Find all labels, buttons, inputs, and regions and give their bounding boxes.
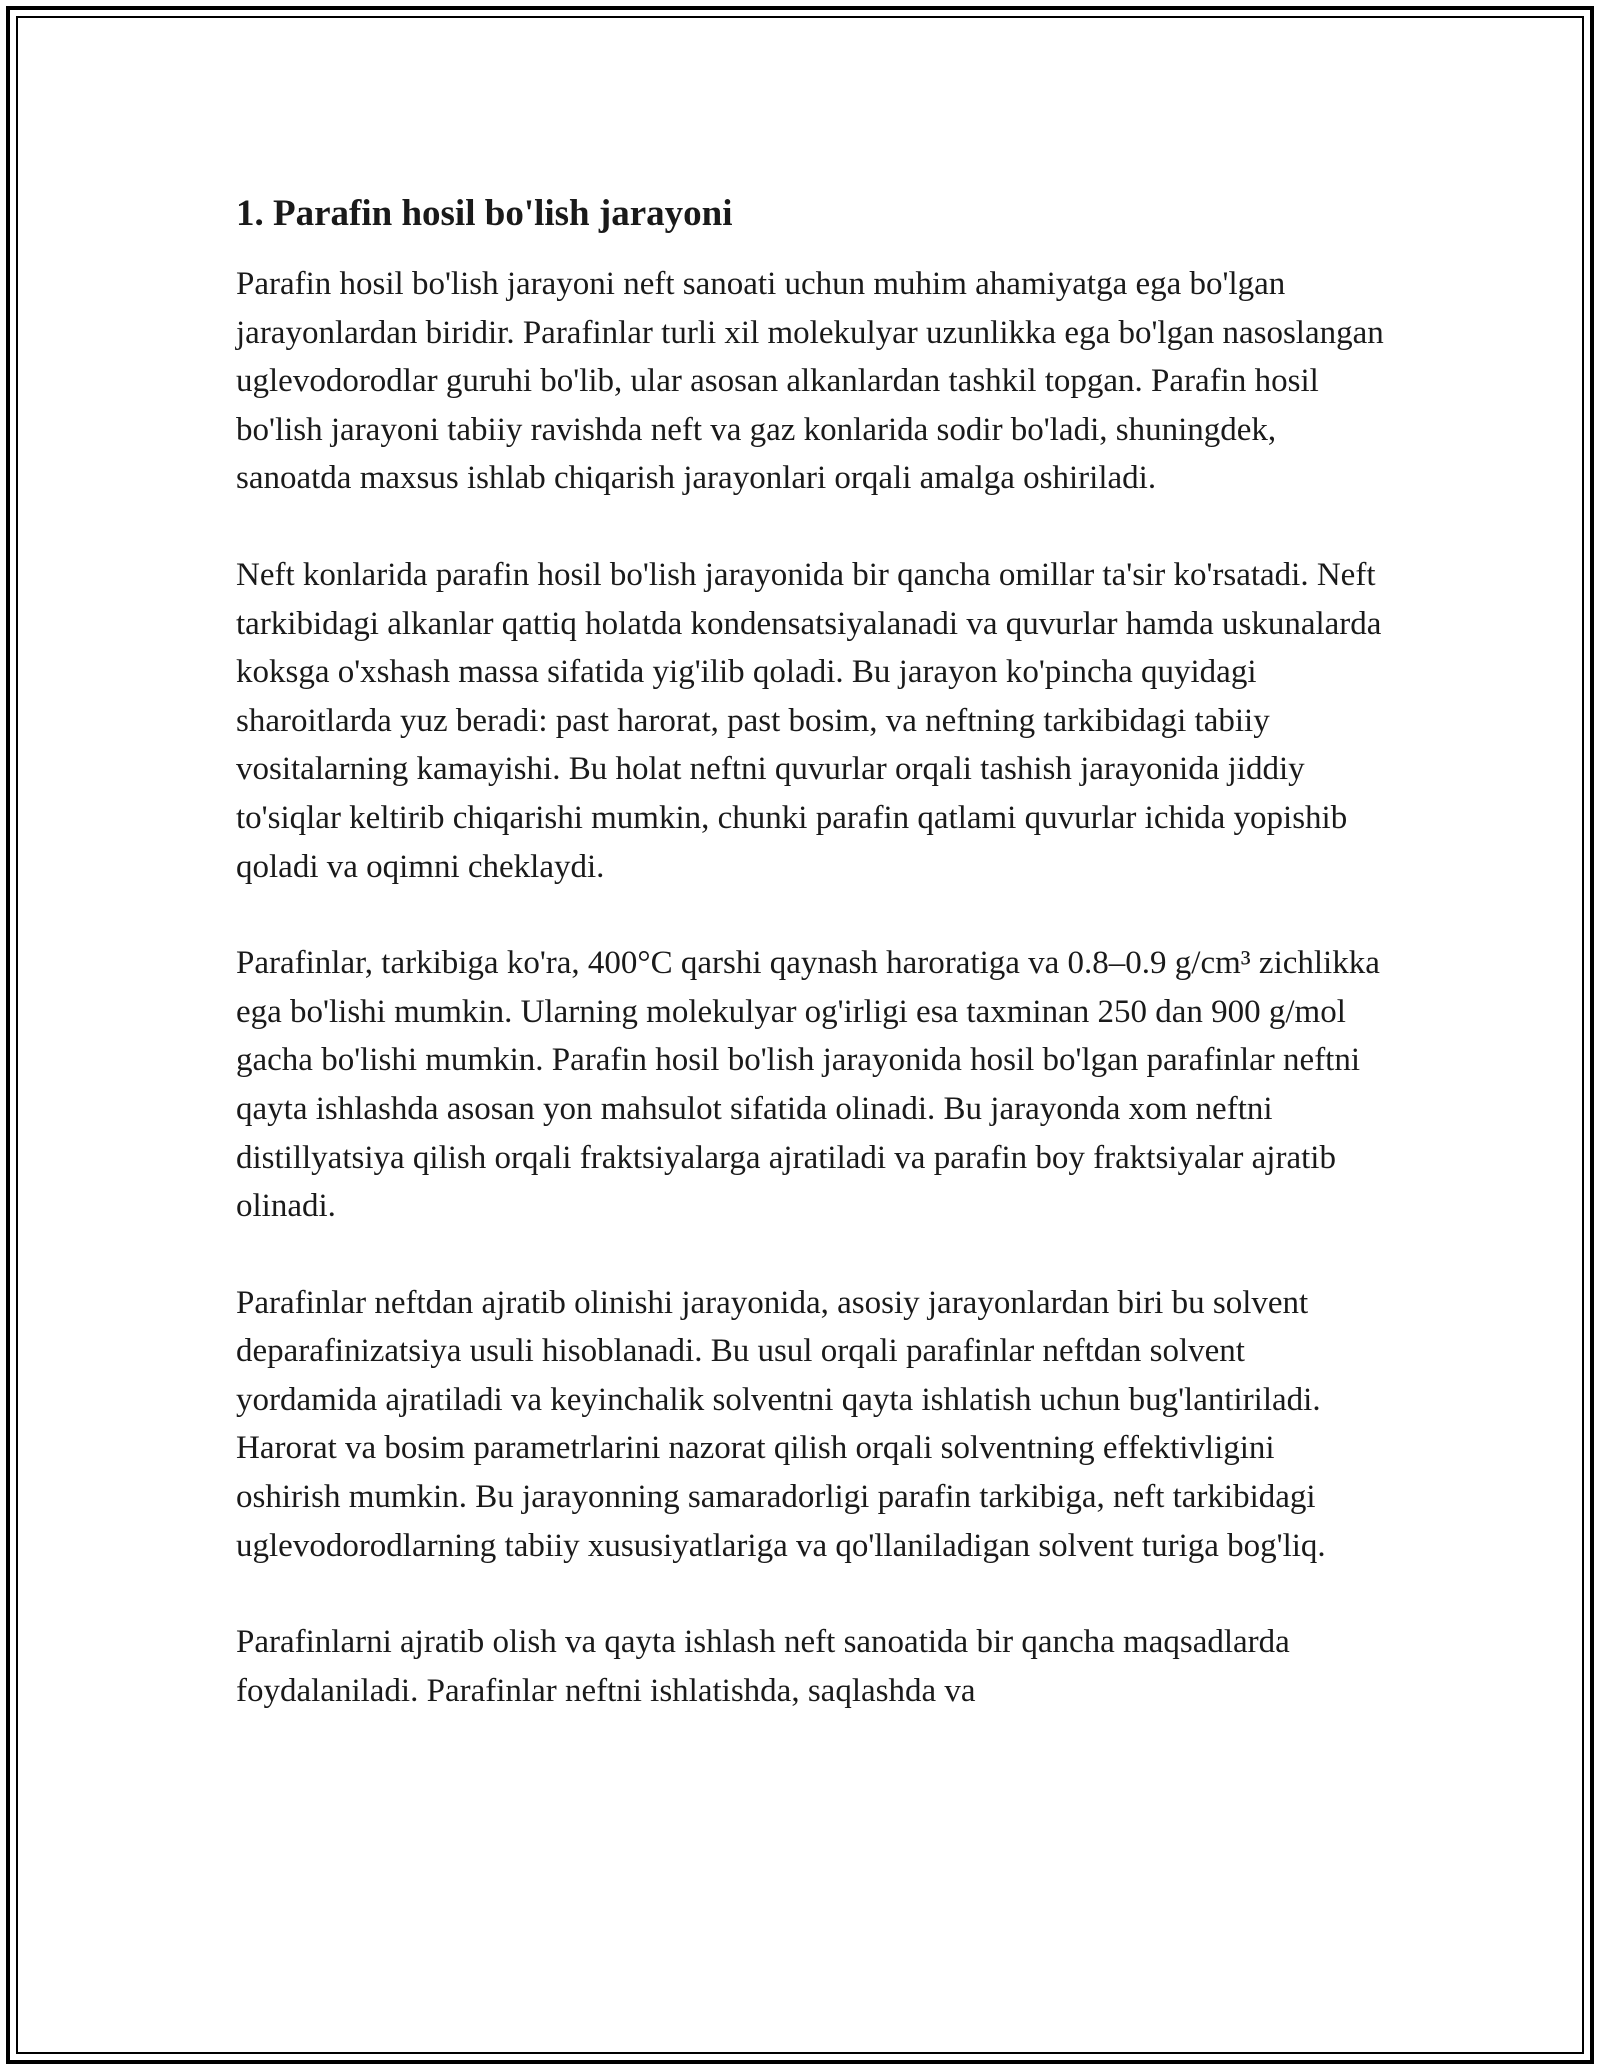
paragraph-5: Parafinlarni ajratib olish va qayta ishlash neft sanoatida bir qancha maqsadlarda foydalaniladi. Parafinlar neftni ishlatishda, saqlashda va bbox=[236, 1624, 1290, 1709]
paragraph-1: Parafin hosil bo'lish jarayoni neft sanoati uchun muhim ahamiyatga ega bo'lgan jarayonlardan biridir. Parafinlar turli xil molekulyar uzunlikka ega bo'lgan nasoslangan uglevodorodlar guruhi bo'lib, ular asosan alkanlardan tashkil topgan. Parafin hosil bo'lish jarayoni tabiiy ravishda neft va gaz konlarida sodir bo'ladi, shuningdek, sanoatda maxsus ishlab chiqarish jarayonlari orqali amalga oshiriladi. bbox=[236, 266, 1384, 497]
paragraph-2: Neft konlarida parafin hosil bo'lish jarayonida bir qancha omillar ta'sir ko'rsatadi. Neft tarkibidagi alkanlar qattiq holatda kondensatsiyalanadi va quvurlar hamda uskunalarda koksga o'xshash massa sifatida yig'ilib qoladi. Bu jarayon ko'pincha quyidagi sharoitlarda yuz beradi: past harorat, past bosim, va neftning tarkibidagi tabiiy vositalarning kamayishi. Bu holat neftni quvurlar orqali tashish jarayonida jiddiy to'siqlar keltirib chiqarishi mumkin, chunki parafin qatlami quvurlar ichida yopishib qoladi va oqimni cheklaydi. bbox=[236, 556, 1382, 885]
section-heading: 1. Parafin hosil bo'lish jarayoni bbox=[236, 193, 733, 234]
paragraph-4: Parafinlar neftdan ajratib olinishi jarayonida, asosiy jarayonlardan biri bu solvent deparafinizatsiya usuli hisoblanadi. Bu usul orqali parafinlar neftdan solvent yordamida ajratiladi va keyinchalik solventni qayta ishlatish uchun bug'lantiriladi. Harorat va bosim parametrlarini nazorat qilish orqali solventning effektivligini oshirish mumkin. Bu jarayonning samaradorligi parafin tarkibiga, neft tarkibidagi uglevodorodlarning tabiiy xususiyatlariga va qo'llaniladigan solvent turiga bog'liq. bbox=[236, 1284, 1326, 1564]
document-body bbox=[236, 186, 1386, 1763]
paragraph-3: Parafinlar, tarkibiga ko'ra, 400°C qarshi qaynash haroratiga va 0.8–0.9 g/cm³ zichlikka ega bo'lishi mumkin. Ularning molekulyar og'irligi esa taxminan 250 dan 900 g/mol gacha bo'lishi mumkin. Parafin hosil bo'lish jarayonida hosil bo'lgan parafinlar neftni qayta ishlashda asosan yon mahsulot sifatida olinadi. Bu jarayonda xom neftni distillyatsiya qilish orqali fraktsiyalarga ajratiladi va parafin boy fraktsiyalar ajratib olinadi. bbox=[236, 945, 1380, 1225]
